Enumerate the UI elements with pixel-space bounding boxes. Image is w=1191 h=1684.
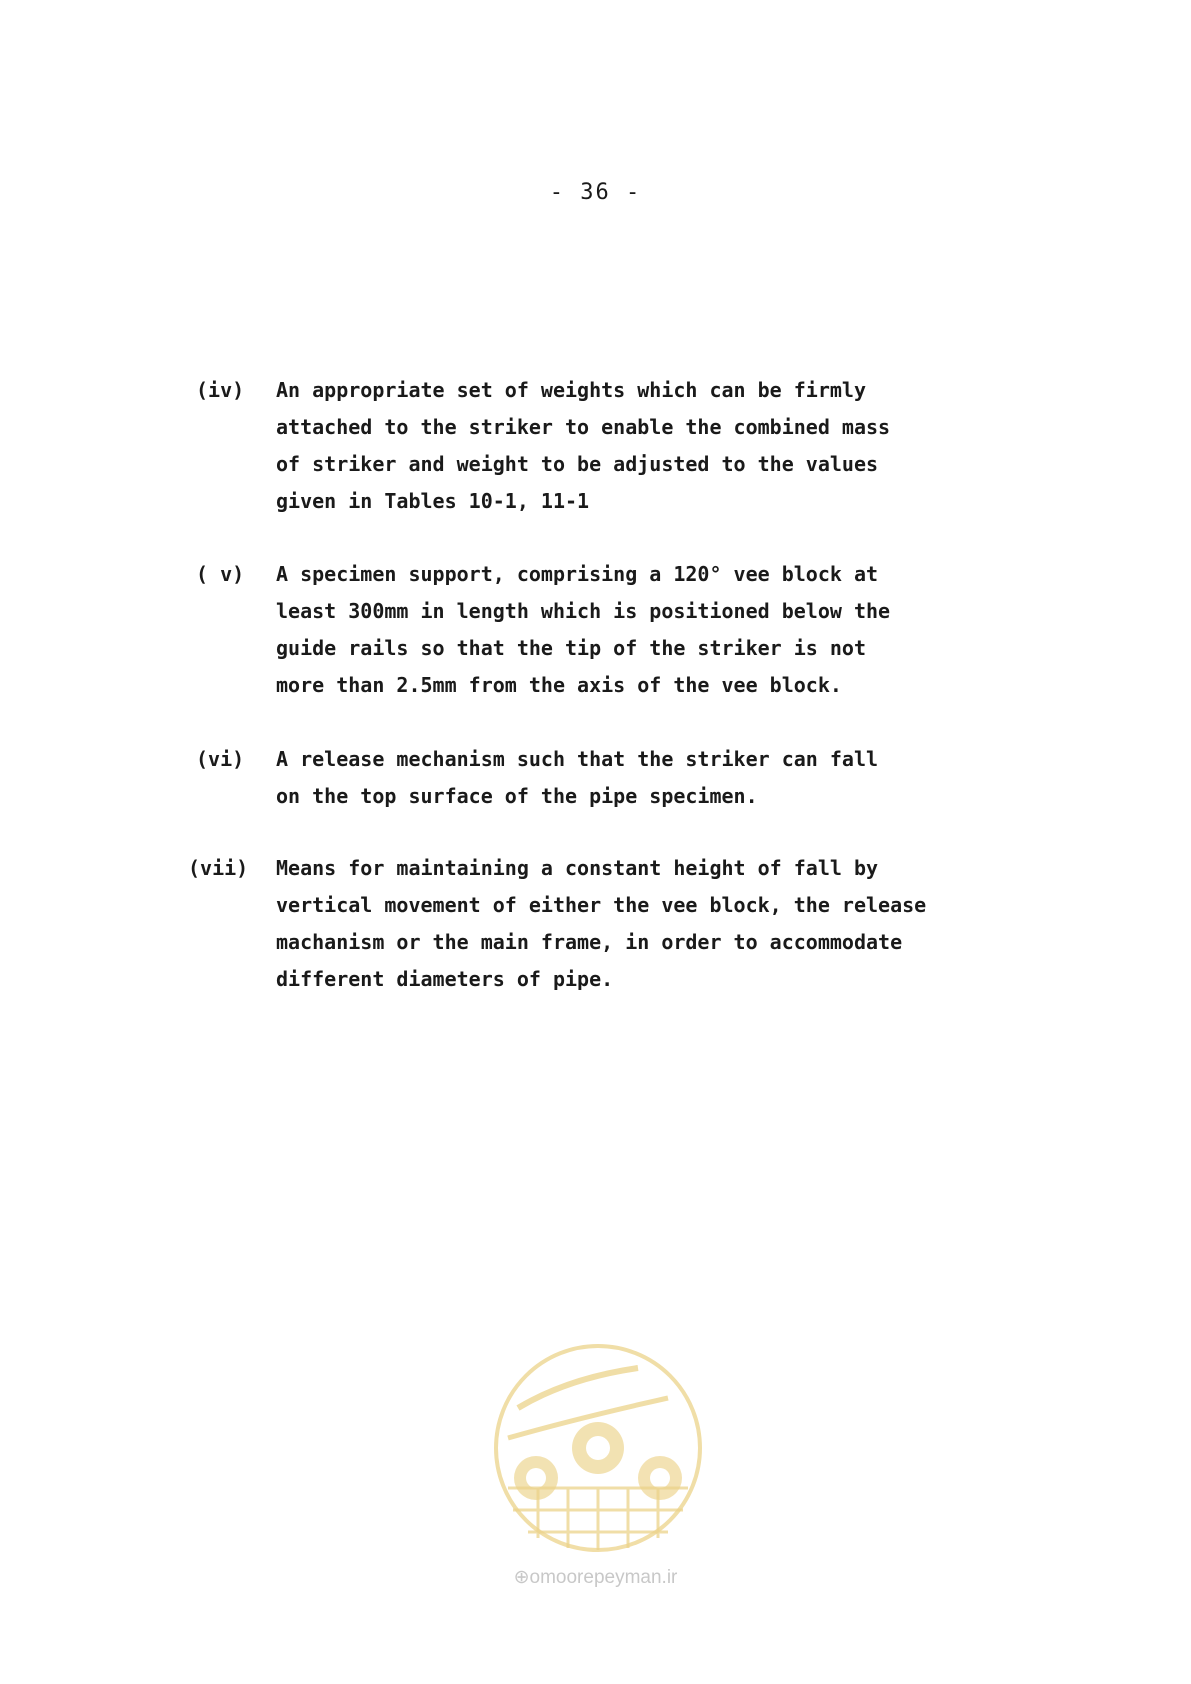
item-numeral: (vii) [188,856,249,880]
item-numeral: (iv) [196,378,245,402]
page-number: - 36 - [549,180,642,205]
gear-seal-icon [488,1338,708,1558]
item-line: attached to the striker to enable the combined mass [276,415,891,439]
item-line: of striker and weight to be adjusted to the values [276,452,879,476]
item-line: least 300mm in length which is positioned below the [276,599,891,623]
item-line: on the top surface of the pipe specimen. [276,784,758,808]
item-line: given in Tables 10-1, 11-1 [276,489,590,513]
globe-icon: ⊕ [513,1567,530,1588]
item-line: Means for maintaining a constant height of fall by [276,856,879,880]
item-line: guide rails so that the tip of the striker is not [276,636,867,660]
item-numeral: (vi) [196,747,245,771]
watermark-url-text: omoorepeyman.ir [529,1567,678,1588]
item-line: different diameters of pipe. [276,967,614,991]
item-numeral: ( v) [196,562,245,586]
item-line: machanism or the main frame, in order to accommodate [276,930,903,954]
item-line: A specimen support, comprising a 120° vee block at [276,562,879,586]
item-line: vertical movement of either the vee block, the release [276,893,927,917]
item-line: A release mechanism such that the striker can fall [276,747,879,771]
watermark-url [0,1566,1191,1589]
item-line: An appropriate set of weights which can be firmly [276,378,867,402]
item-line: more than 2.5mm from the axis of the vee block. [276,673,842,697]
